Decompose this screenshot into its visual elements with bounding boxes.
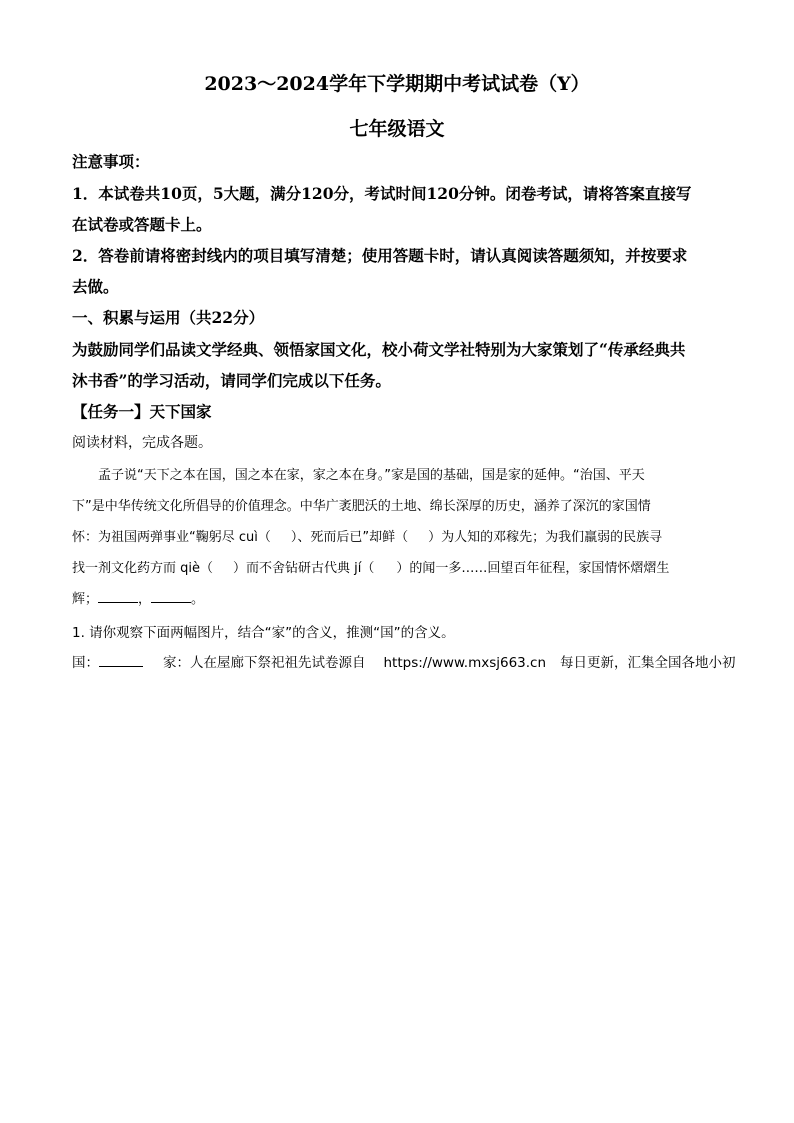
notice-heading: 注意事项： [72,152,150,171]
section-1-intro-line-2: 沐书香”的学习活动，请同学们完成以下任务。 [72,371,391,390]
passage-line-2: 下”是中华传统文化所倡导的价值理念。中华广袤肥沃的土地、绵长深厚的历史，涵养了深沉的家国情 [72,499,651,514]
source-url: https://www.mxsj663.cn [383,655,547,671]
exam-title: 2023～2024学年下学期期中考试试卷（Y） [204,73,590,95]
passage-line-3-part-b: ）、死而后已”却鲜（ [290,530,409,545]
passage-line-3 [72,526,722,545]
notice-item-1-line-2: 在试卷或答题卡上。 [72,215,212,234]
guo-label: 国： [72,655,99,671]
exam-subtitle: 七年级语文 [349,118,445,140]
question-1-answer-row [72,651,736,671]
notice-item-1-line-1: 1．本试卷共10页，5大题，满分120分，考试时间120分钟。闭卷考试，请将答案直接写 [72,184,692,203]
passage-line-4-part-a: 找一剂文化药方而 qiè（ [72,561,213,576]
passage-line-5-start: 辉； [72,592,99,607]
passage-line-1: 孟子说“天下之本在国，国之本在家，家之本在身。”家是国的基础，国是家的延伸。“治国、平天 [98,468,645,483]
jia-meaning-text: 家：人在屋廊下祭祀祖先试卷源自 [163,655,366,671]
guo-answer-blank[interactable] [99,652,143,667]
section-1-intro-line-1: 为鼓励同学们品读文学经典、领悟家国文化，校小荷文学社特别为大家策划了“传承经典共 [72,340,686,359]
passage-line-5-separator: ， [138,592,152,607]
passage-line-4 [72,557,722,576]
notice-item-2-line-2: 去做。 [72,277,119,296]
passage-line-5-end: 。 [191,592,205,607]
source-tail-text: 每日更新，汇集全国各地小初 [560,655,736,671]
task-1-label: 【任务一】天下国家 [72,402,212,421]
passage-line-3-part-c: ）为人知的邓稼先；为我们羸弱的民族寻 [428,530,663,545]
question-1-prompt: 1. 请你观察下面两幅图片，结合“家”的含义，推测“国”的含义。 [72,625,455,641]
passage-line-4-part-c: ）的闻一多……回望百年征程，家国情怀熠熠生 [396,561,670,576]
section-1-heading: 一、积累与运用（共22分） [72,308,265,327]
passage-line-4-part-b: ）而不舍钻研古代典 jí（ [233,561,375,576]
answer-blank-2[interactable] [151,588,191,603]
notice-item-2-line-1: 2．答卷前请将密封线内的项目填写清楚；使用答题卡时，请认真阅读答题须知，并按要求 [72,246,688,265]
passage-line-3-part-a: 怀：为祖国两弹事业“鞠躬尽 cuì（ [72,530,271,545]
passage-line-5 [72,588,722,607]
answer-blank-1[interactable] [98,588,138,603]
task-1-instruction: 阅读材料，完成各题。 [72,435,212,451]
